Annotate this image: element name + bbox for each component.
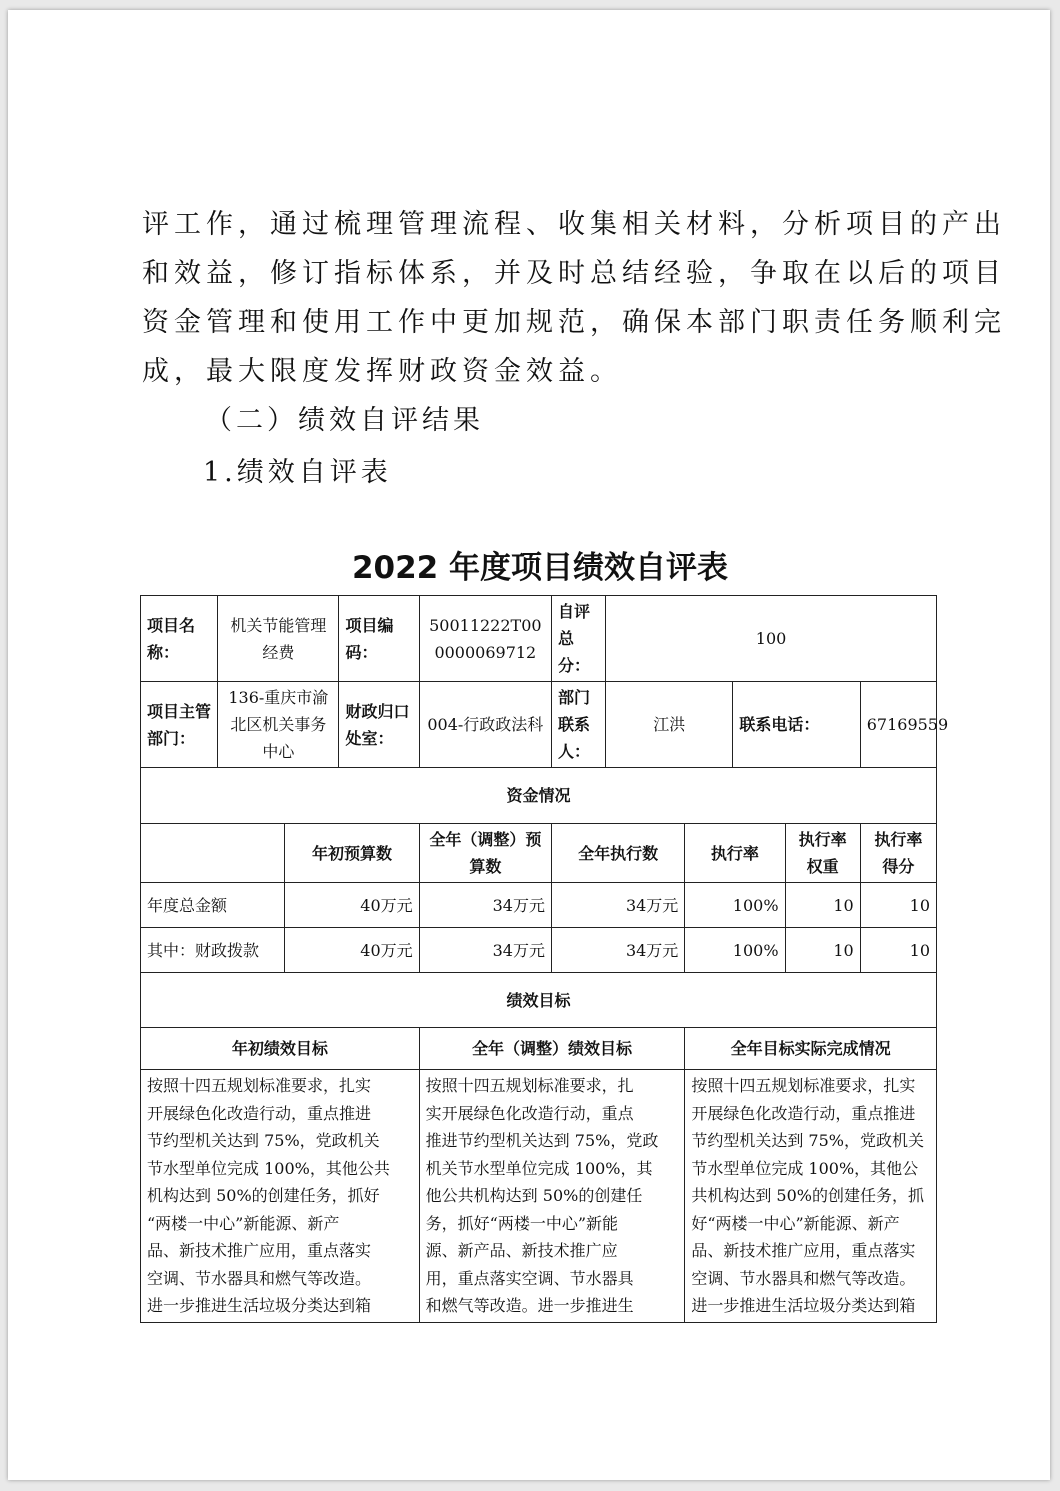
goals-header-cell: 全年（调整）绩效目标	[419, 1028, 685, 1070]
funding-cell: 34万元	[552, 928, 685, 973]
goal-line: 空调、节水器具和燃气等改造。	[691, 1268, 916, 1288]
goal-line: 按照十四五规划标准要求，扎	[425, 1076, 634, 1095]
funding-cell: 34万元	[419, 883, 551, 928]
goal-line: 用，重点落实空调、节水器具	[425, 1268, 634, 1288]
goals-section-row	[141, 973, 937, 1028]
goal-line: 进一步推进生活垃圾分类达到箱	[691, 1296, 916, 1315]
funding-header-cell: 年初预算数	[285, 824, 419, 883]
performance-evaluation-table	[140, 595, 949, 1323]
initial-goal-text	[141, 1070, 420, 1323]
goal-line: 和燃气等改造。进一步推进生	[425, 1296, 634, 1315]
funding-row-label: 其中：财政拨款	[141, 928, 285, 973]
phone-label: 联系电话：	[733, 682, 860, 768]
self-score-value: 100	[606, 596, 937, 682]
funding-section-row	[141, 768, 937, 824]
project-code-value: 50011222T000000069712	[419, 596, 551, 682]
goals-header-cell: 全年目标实际完成情况	[685, 1028, 937, 1070]
funding-cell: 10	[860, 928, 936, 973]
project-code-label: 项目编码：	[339, 596, 419, 682]
department-value: 136-重庆市渝北区机关事务中心	[218, 682, 339, 768]
office-label: 财政归口处室：	[339, 682, 419, 768]
department-label: 项目主管部门：	[141, 682, 218, 768]
goal-line: 他公共机构达到 50%的创建任	[425, 1186, 643, 1205]
funding-row-total	[141, 883, 937, 928]
phone-value: 67169559	[860, 682, 936, 768]
goal-line: 好“两楼一中心”新能源、新产	[691, 1213, 900, 1233]
goal-line: 按照十四五规划标准要求，扎实	[691, 1076, 916, 1095]
goal-line: 务，抓好“两楼一中心”新能	[425, 1213, 619, 1233]
office-value: 004-行政政法科	[419, 682, 551, 768]
goal-line: 节水型单位完成 100%，其他公共	[147, 1158, 390, 1178]
goal-line: 开展绿色化改造行动，重点推进	[147, 1103, 372, 1123]
goals-section-label: 绩效目标	[141, 973, 937, 1028]
funding-cell: 34万元	[419, 928, 551, 973]
goal-line: 节水型单位完成 100%，其他公	[691, 1158, 919, 1178]
goal-line: 品、新技术推广应用，重点落实	[691, 1241, 916, 1260]
paragraph-line: 评工作，通过梳理管理流程、收集相关材料，分析项目的产出	[142, 209, 1006, 240]
goal-line: 机构达到 50%的创建任务，抓好	[147, 1186, 380, 1205]
funding-header-cell: 执行率	[685, 824, 785, 883]
funding-cell: 40万元	[285, 928, 419, 973]
project-name-label: 项目名称：	[141, 596, 218, 682]
contact-label: 部门联系人：	[552, 682, 606, 768]
funding-cell: 10	[785, 928, 860, 973]
project-name-value: 机关节能管理经费	[218, 596, 339, 682]
actual-completion-text	[685, 1070, 937, 1323]
table-title: 2022 年度项目绩效自评表	[351, 550, 729, 586]
section-heading: （二）绩效自评结果	[205, 405, 484, 436]
goals-header-row	[141, 1028, 937, 1070]
funding-cell: 34万元	[552, 883, 685, 928]
goal-line: 按照十四五规划标准要求，扎实	[147, 1076, 372, 1095]
funding-header-cell: 全年（调整）预算数	[419, 824, 551, 883]
goal-line: 实开展绿色化改造行动，重点	[425, 1103, 634, 1123]
funding-cell: 100%	[685, 883, 785, 928]
goals-content-row	[141, 1070, 937, 1323]
funding-header-blank	[141, 824, 285, 883]
body-paragraph	[142, 200, 1006, 396]
adjusted-goal-text	[419, 1070, 685, 1323]
funding-cell: 10	[860, 883, 936, 928]
paragraph-line: 和效益，修订指标体系，并及时总结经验，争取在以后的项目	[142, 258, 1006, 289]
contact-value: 江洪	[606, 682, 733, 768]
funding-header-cell: 执行率权重	[785, 824, 860, 883]
goal-line: 品、新技术推广应用，重点落实	[147, 1241, 372, 1260]
goal-line: 源、新产品、新技术推广应	[425, 1241, 618, 1260]
project-info-row	[141, 596, 937, 682]
funding-row-label: 年度总金额	[141, 883, 285, 928]
goal-line: “两楼一中心”新能源、新产	[147, 1213, 340, 1233]
goal-line: 进一步推进生活垃圾分类达到箱	[147, 1296, 372, 1315]
paragraph-line: 资金管理和使用工作中更加规范，确保本部门职责任务顺利完	[142, 307, 1006, 338]
paragraph-line: 成，最大限度发挥财政资金效益。	[142, 356, 622, 387]
funding-header-cell: 全年执行数	[552, 824, 685, 883]
goal-line: 开展绿色化改造行动，重点推进	[691, 1103, 916, 1123]
goal-line: 共机构达到 50%的创建任务，抓	[691, 1186, 924, 1205]
funding-header-row	[141, 824, 937, 883]
funding-cell: 40万元	[285, 883, 419, 928]
funding-cell: 10	[785, 883, 860, 928]
funding-cell: 100%	[685, 928, 785, 973]
self-score-label: 自评总分：	[552, 596, 606, 682]
goal-line: 空调、节水器具和燃气等改造。	[147, 1268, 372, 1288]
goal-line: 机关节水型单位完成 100%，其	[425, 1158, 653, 1178]
department-info-row	[141, 682, 937, 768]
funding-row-fiscal	[141, 928, 937, 973]
goal-line: 节约型机关达到 75%，党政机关	[691, 1131, 924, 1150]
goals-header-cell: 年初绩效目标	[141, 1028, 420, 1070]
funding-header-cell: 执行率得分	[860, 824, 936, 883]
goal-line: 节约型机关达到 75%，党政机关	[147, 1131, 380, 1150]
goal-line: 推进节约型机关达到 75%，党政	[425, 1131, 659, 1150]
funding-section-label: 资金情况	[141, 768, 937, 824]
subsection-heading: 1.绩效自评表	[203, 457, 392, 488]
